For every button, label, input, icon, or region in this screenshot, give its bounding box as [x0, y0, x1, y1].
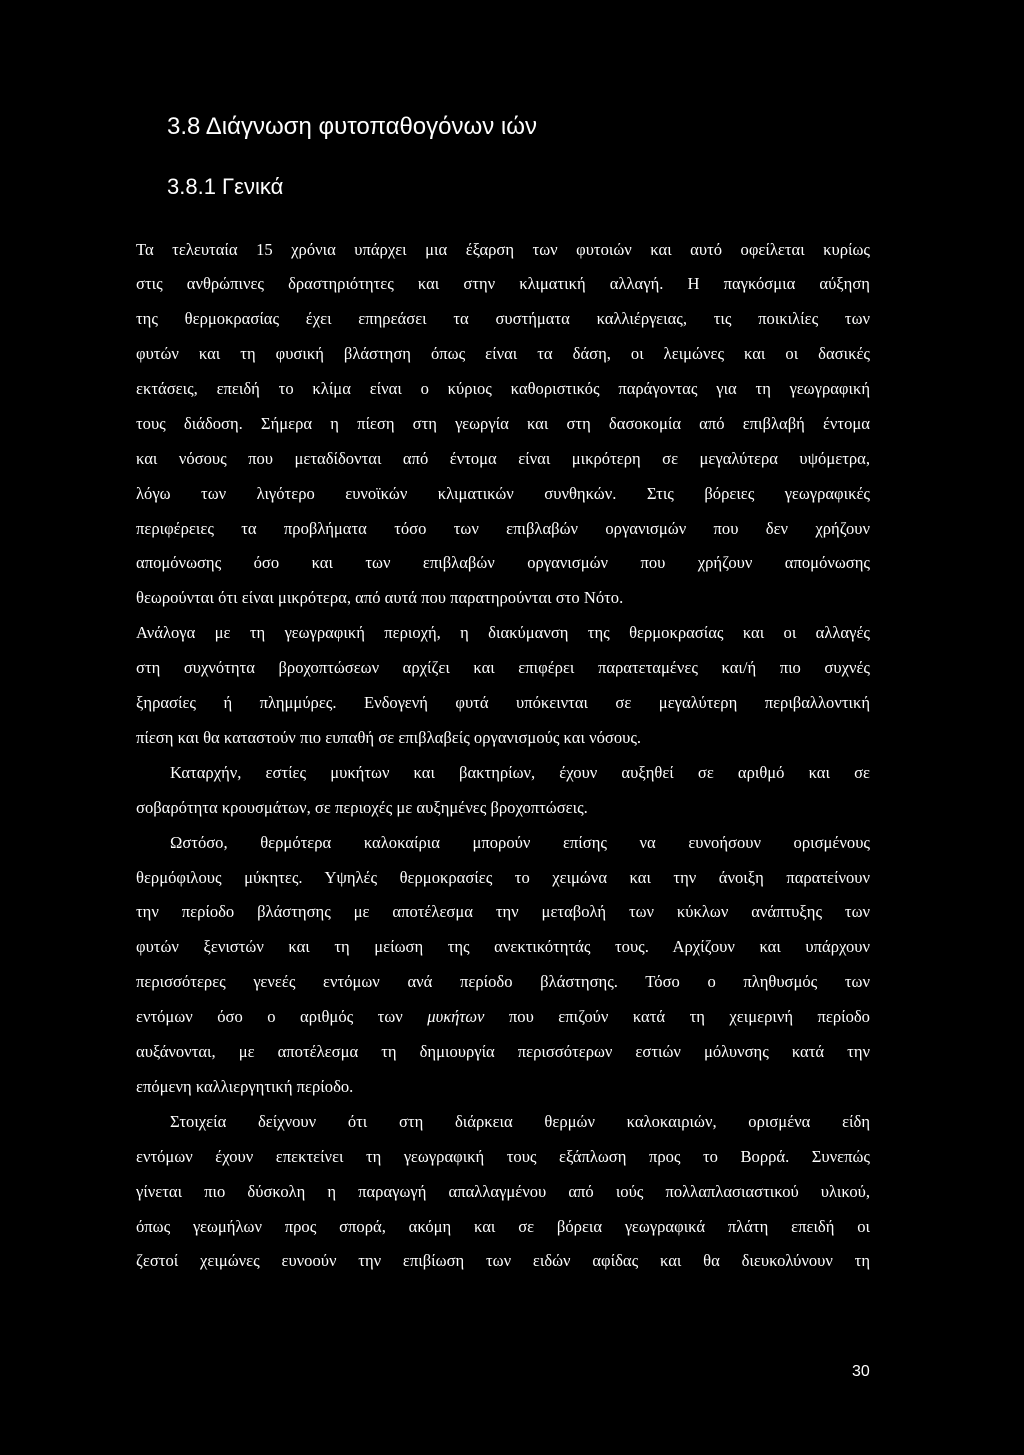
body-line: θερμόφιλους μύκητες. Υψηλές θερμοκρασίες το χειμώνα και την άνοιξη παρατείνουν [136, 868, 870, 887]
body-line: τους διάδοση. Σήμερα η πίεση στη γεωργία και στη δασοκομία από επιβλαβή έντομα [136, 414, 870, 433]
body-line: στις ανθρώπινες δραστηριότητες και στην κλιματική αλλαγή. Η παγκόσμια αύξηση [136, 274, 870, 293]
body-line: Στοιχεία δείχνουν ότι στη διάρκεια θερμών καλοκαιριών, ορισμένα είδη [170, 1112, 870, 1131]
body-line: περιφέρειες τα προβλήματα τόσο των επιβλαβών οργανισμών που δεν χρήζουν [136, 519, 870, 538]
body-line: επόμενη καλλιεργητική περίοδο. [136, 1077, 354, 1096]
body-line: ξηρασίες ή πλημμύρες. Ενδογενή φυτά υπόκεινται σε μεγαλύτερη περιβαλλοντική [136, 693, 870, 712]
body-line: γίνεται πιο δύσκολη η παραγωγή απαλλαγμένου από ιούς πολλαπλασιαστικού υλικού, [136, 1182, 870, 1201]
body-line: σοβαρότητα κρουσμάτων, σε περιοχές με αυξημένες βροχοπτώσεις. [136, 798, 588, 817]
body-line: εντόμων έχουν επεκτείνει τη γεωγραφική τους εξάπλωση προς το Βορρά. Συνεπώς [136, 1147, 870, 1166]
body-line: της θερμοκρασίας έχει επηρεάσει τα συστήματα καλλιέργειας, τις ποικιλίες των [136, 309, 870, 328]
line-part: εντόμων όσο ο αριθμός των [136, 1007, 403, 1026]
body-line: όπως γεωμήλων προς σπορά, ακόμη και σε βόρεια γεωγραφικά πλάτη επειδή οι [136, 1217, 870, 1236]
body-line: στη συχνότητα βροχοπτώσεων αρχίζει και επιφέρει παρατεταμένες και/ή πιο συχνές [136, 658, 870, 677]
line-part: που επιζούν κατά τη χειμερινή περίοδο [508, 1007, 870, 1026]
body-line: φυτών ξενιστών και τη μείωση της ανεκτικότητάς τους. Αρχίζουν και υπάρχουν [136, 937, 870, 956]
body-line: φυτών και τη φυσική βλάστηση όπως είναι τα δάση, οι λειμώνες και οι δασικές [136, 344, 870, 363]
body-line: Τα τελευταία 15 χρόνια υπάρχει μια έξαρση των φυτοιών και αυτό οφείλεται κυρίως [136, 240, 870, 259]
section-title: 3.8 Διάγνωση φυτοπαθογόνων ιών [167, 113, 537, 140]
body-line: περισσότερες γενεές εντόμων ανά περίοδο βλάστησης. Τόσο ο πληθυσμός των [136, 972, 870, 991]
body-line: αυξάνονται, με αποτέλεσμα τη δημιουργία περισσότερων εστιών μόλυνσης κατά την [136, 1042, 870, 1061]
body-line: Ωστόσο, θερμότερα καλοκαίρια μπορούν επίσης να ευνοήσουν ορισμένους [170, 833, 870, 852]
body-line: απομόνωσης όσο και των επιβλαβών οργανισμών που χρήζουν απομόνωσης [136, 553, 870, 572]
italic-term: μυκήτων [427, 1007, 485, 1026]
page-number: 30 [852, 1363, 870, 1380]
body-line-mixed [136, 1007, 870, 1027]
body-line: θεωρούνται ότι είναι μικρότερα, από αυτά που παρατηρούνται στο Νότο. [136, 588, 624, 607]
body-line: λόγω των λιγότερο ευνοϊκών κλιματικών συνθηκών. Στις βόρειες γεωγραφικές [136, 484, 870, 503]
body-line: πίεση και θα καταστούν πιο ευπαθή σε επιβλαβείς οργανισμούς και νόσους. [136, 728, 642, 747]
body-line: την περίοδο βλάστησης με αποτέλεσμα την μεταβολή των κύκλων ανάπτυξης των [136, 902, 870, 921]
subsection-title: 3.8.1 Γενικά [167, 174, 284, 199]
body-line: Καταρχήν, εστίες μυκήτων και βακτηρίων, έχουν αυξηθεί σε αριθμό και σε [170, 763, 870, 782]
body-line: και νόσους που μεταδίδονται από έντομα είναι μικρότερη σε μεγαλύτερα υψόμετρα, [136, 449, 870, 468]
body-line: Ανάλογα με τη γεωγραφική περιοχή, η διακύμανση της θερμοκρασίας και οι αλλαγές [136, 623, 870, 642]
body-line: εκτάσεις, επειδή το κλίμα είναι ο κύριος καθοριστικός παράγοντας για τη γεωγραφική [136, 379, 870, 398]
body-line: ζεστοί χειμώνες ευνοούν την επιβίωση των ειδών αφίδας και θα διευκολύνουν τη [136, 1251, 870, 1270]
